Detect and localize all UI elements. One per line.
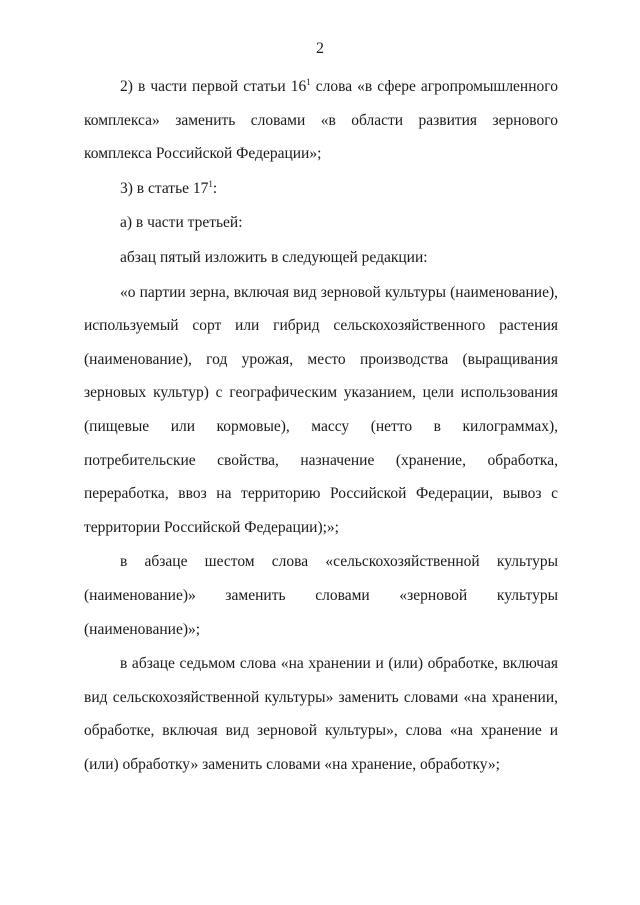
- paragraph-item-2: 2) в части первой статьи $16^1$ слова «в сфере агропромышленного комплекса» заменить словами «в области развития зернового комплекса Российской Федерации»;: [84, 76, 558, 163]
- paragraph-abzac-6: в абзаце шестом слова «сельскохозяйственной культуры (наименование)» заменить словами «зерновой культуры (наименование)»;: [84, 553, 558, 638]
- document-body: [84, 70, 558, 781]
- page-number: 2: [316, 40, 324, 57]
- paragraph-abzac-5-text: «о партии зерна, включая вид зерновой культуры (наименование), используемый сорт или гибрид сельскохозяйственного растения (наименование), год урожая, место производства (выращивания зерновых культур) с географическим указанием, цели использования (пищевые или кормовые), массу (нетто в килограммах), потребительские свойства, назначение (хранение, обработка, переработка, ввоз на территорию Российской Федерации, вывоз с территории Российской Федерации);»;: [84, 283, 558, 536]
- paragraph-abzac-5-intro: абзац пятый изложить в следующей редакции:: [120, 248, 428, 266]
- paragraph-item-3: 3) в статье $17^1$:: [120, 178, 218, 197]
- superscript-index: 1: [208, 178, 213, 189]
- superscript-index: 1: [306, 76, 311, 87]
- paragraph-abzac-7: в абзаце седьмом слова «на хранении и (или) обработке, включая вид сельскохозяйственной культуры» заменить словами «на хранении, обработке, включая вид зерновой культуры», слова «на хранение и (или) обработку» заменить словами «на хранение, обработку»;: [84, 655, 558, 773]
- paragraph-subitem-a: а) в части третьей:: [120, 214, 243, 232]
